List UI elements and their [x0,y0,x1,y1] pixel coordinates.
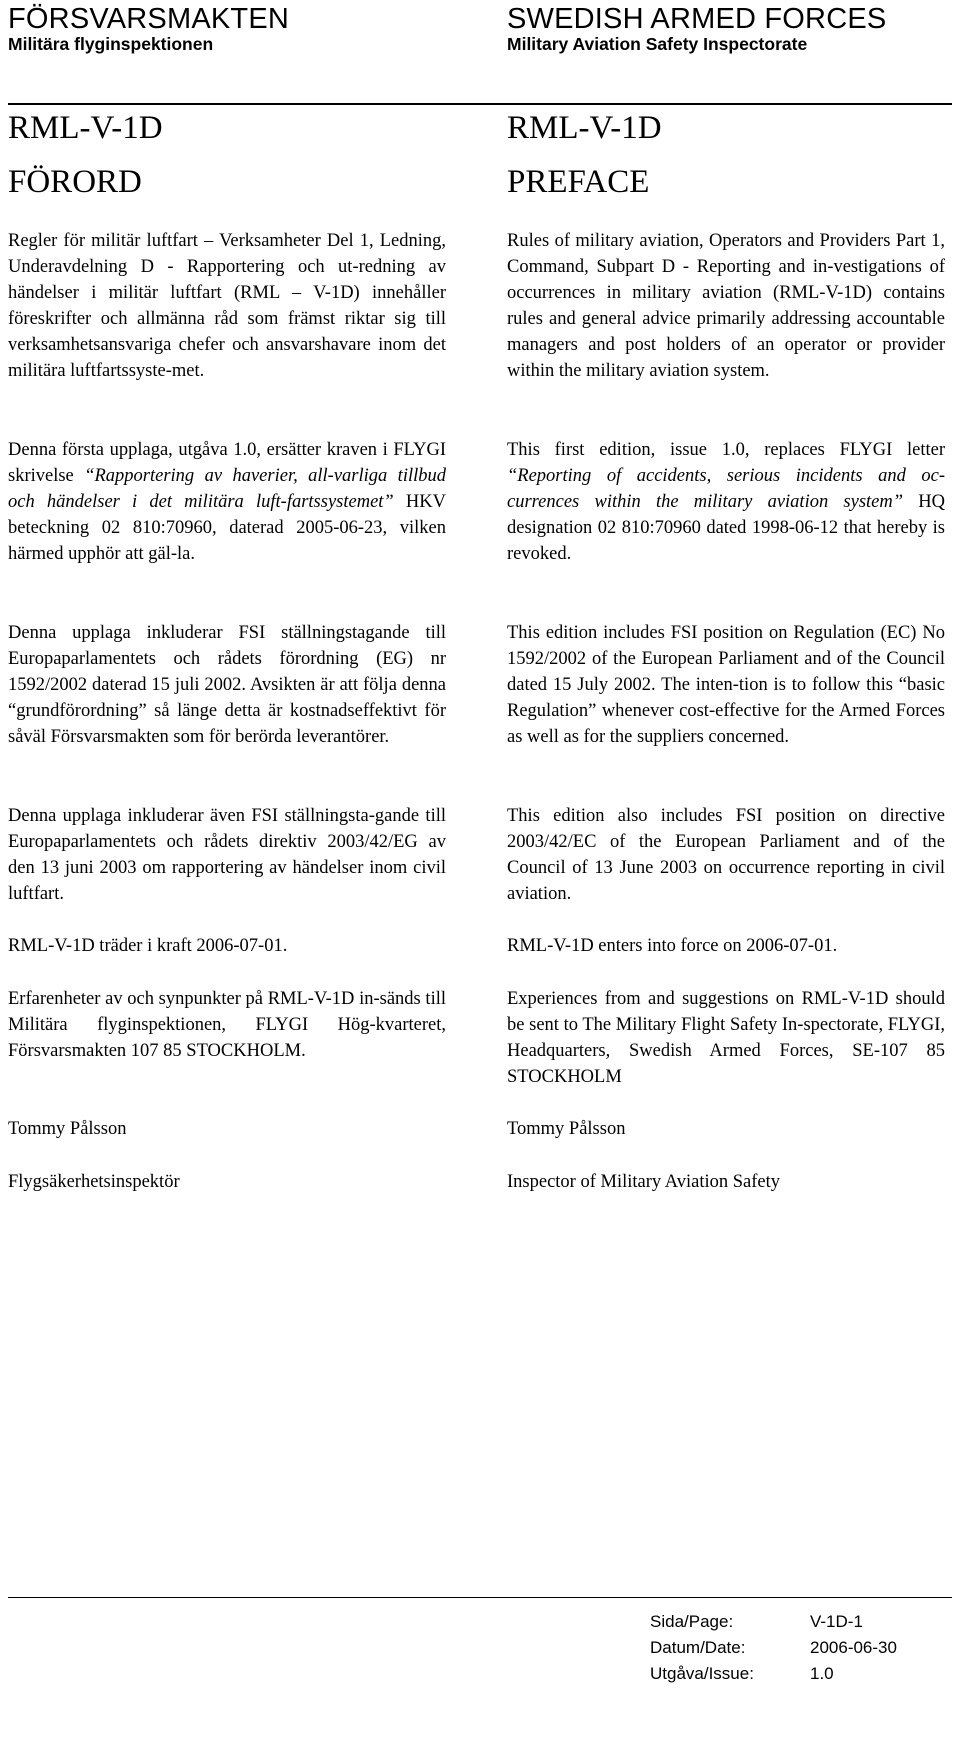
cited-title: “Reporting of accidents, serious incidents and oc-currences within the military aviation system” [507,466,945,512]
paragraph-directive: This edition also includes FSI position on directive 2003/42/EC of the European Parliament and of the Council of 13 June 2003 on occurrence reporting in civil aviation. [507,806,945,904]
column-swedish [8,0,446,1590]
paragraph-supersedes [507,437,945,567]
paragraph-feedback: Experiences from and suggestions on RML-V-1D should be sent to The Military Flight Safety In-spectorate, FLYGI, Headquarters, Swedish Armed Forces, SE-107 85 STOCKHOLM [507,989,945,1087]
text-run: HKV beteckning 02 810:70960, daterad 2005-06-23, vilken härmed upphör att gäl-la. [8,492,446,564]
paragraph-supersedes [8,437,446,567]
paragraph-directive: Denna upplaga inkluderar även FSI ställningsta-gande till Europaparlamentets och rådets direktiv 2003/42/EG av den 13 juni 2003 om rapportering av händelser inom civil luftfart. [8,806,446,904]
text-run: Denna första upplaga, utgåva 1.0, ersätter kraven i FLYGI skrivelse [8,440,446,486]
signatory-title: Flygsäkerhetsinspektör [8,1172,180,1192]
issue-value: 1.0 [810,1664,834,1683]
page-footer [650,1609,897,1687]
footer-issue-row [650,1661,897,1687]
org-name-english: SWEDISH ARMED FORCES [507,3,887,35]
paragraph-regulation: Denna upplaga inkluderar FSI ställningstagande till Europaparlamentets och rådets förordning (EG) nr 1592/2002 daterad 15 juli 2002. Avsikten är att följa denna “grundförordning” så länge detta är kostnadseffektivt för såväl Försvarsmakten som för berörda leverantörer. [8,623,446,747]
org-name-swedish: FÖRSVARSMAKTEN [8,3,290,35]
text-run: This first edition, issue 1.0, replaces FLYGI letter [507,440,945,460]
page-label: Sida/Page: [650,1612,734,1631]
paragraph-scope: Regler för militär luftfart – Verksamheter Del 1, Ledning, Underavdelning D - Rapportering och ut-redning av händelser i militär luftfart (RML – V-1D) innehåller föreskrifter och allmänna råd som främst riktar sig till verksamhetsansvariga chefer och ansvarshavare inom det militära luftfartssyste-met. [8,231,446,381]
signatory-name: Tommy Pålsson [507,1119,626,1139]
signatory-name: Tommy Pålsson [8,1119,127,1139]
paragraph-feedback: Erfarenheter av och synpunkter på RML-V-1D in-sänds till Militära flyginspektionen, FLYGI Hög-kvarteret, Försvarsmakten 107 85 STOCKHOLM. [8,989,446,1061]
signatory-title: Inspector of Military Aviation Safety [507,1172,780,1192]
heading-forord: FÖRORD [8,164,142,200]
issue-label: Utgåva/Issue: [650,1664,754,1683]
doc-id-english: RML-V-1D [507,110,662,146]
cited-title: “Rapportering av haverier, all-varliga tillbud och händelser i det militära luft-fartssystemet” [8,466,446,512]
column-english [507,0,945,1590]
text-run: HQ designation 02 810:70960 dated 1998-06-12 that hereby is revoked. [507,492,945,564]
paragraph-in-force: RML-V-1D enters into force on 2006-07-01. [507,936,838,956]
footer-rule [8,1597,952,1598]
heading-preface: PREFACE [507,164,650,200]
unit-name-english: Military Aviation Safety Inspectorate [507,34,808,54]
paragraph-regulation: This edition includes FSI position on Regulation (EC) No 1592/2002 of the European Parliament and of the Council dated 15 July 2002. The inten-tion is to follow this “basic Regulation” whenever cost-effective for the Armed Forces as well as for the suppliers concerned. [507,623,945,747]
page-value: V-1D-1 [810,1612,863,1631]
footer-date-row [650,1635,897,1661]
unit-name-swedish: Militära flyginspektionen [8,34,214,54]
date-value: 2006-06-30 [810,1638,897,1657]
date-label: Datum/Date: [650,1638,746,1657]
doc-id-swedish: RML-V-1D [8,110,163,146]
paragraph-in-force: RML-V-1D träder i kraft 2006-07-01. [8,936,288,956]
paragraph-scope: Rules of military aviation, Operators and Providers Part 1, Command, Subpart D - Reporting and in-vestigations of occurrences in military aviation (RML-V-1D) contains rules and general advice primarily addressing accountable managers and post holders of an operator or provider within the military aviation system. [507,231,945,381]
footer-page-row [650,1609,897,1635]
